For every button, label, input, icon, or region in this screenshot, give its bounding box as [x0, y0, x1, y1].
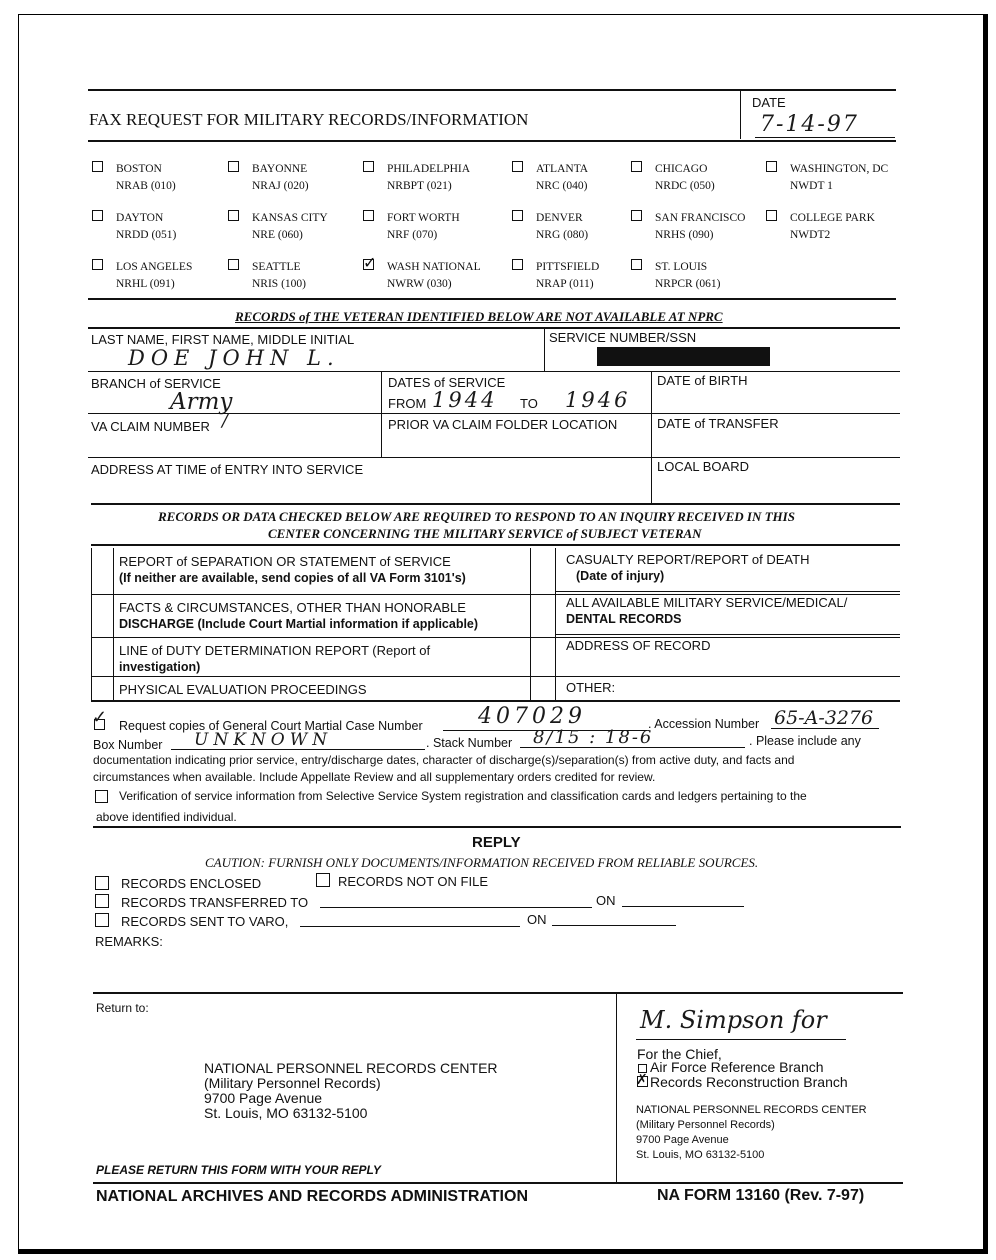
return-address-line: (Military Personnel Records)	[204, 1075, 381, 1091]
from-value: 1944	[432, 388, 498, 412]
right-address-line: (Military Personnel Records)	[636, 1119, 775, 1131]
required-right-checkbox[interactable]	[531, 548, 554, 568]
office-checkbox[interactable]	[228, 259, 239, 270]
office-label	[252, 161, 309, 195]
required-left-item	[119, 642, 430, 676]
required-heading-line1: RECORDS OR DATA CHECKED BELOW ARE REQUIRED TO RESPOND TO AN INQUIRY RECEIVED IN THIS	[158, 509, 795, 524]
va-claim-value: /	[222, 410, 229, 431]
office-code: NRDC (050)	[655, 180, 715, 192]
office-name: LOS ANGELES	[116, 261, 193, 273]
return-address	[204, 1061, 498, 1121]
for-chief-label: For the Chief,	[637, 1046, 722, 1062]
required-left-checkbox[interactable]	[92, 594, 112, 637]
required-left-checkbox[interactable]	[92, 637, 112, 676]
office-code: NWDT2	[790, 229, 831, 241]
office-label	[790, 161, 888, 195]
prior-va-label: PRIOR VA CLAIM FOLDER LOCATION	[388, 417, 618, 432]
office-label	[536, 210, 588, 244]
stack-label: . Stack Number	[426, 736, 513, 750]
office-checkbox[interactable]	[92, 210, 103, 221]
rule	[616, 992, 617, 1182]
transfer-label: DATE of TRANSFER	[657, 416, 779, 431]
office-label	[252, 259, 306, 293]
rule	[555, 634, 900, 635]
please-return-text: PLEASE RETURN THIS FORM WITH YOUR REPLY	[96, 1163, 381, 1177]
required-item-line1: ALL AVAILABLE MILITARY SERVICE/MEDICAL/	[566, 595, 848, 610]
to-value: 1946	[565, 388, 631, 412]
office-checkbox[interactable]	[363, 210, 374, 221]
office-code: NRHL (091)	[116, 278, 175, 290]
required-right-checkbox[interactable]	[531, 591, 554, 611]
office-checkbox[interactable]	[631, 259, 642, 270]
records-sent-label: RECORDS SENT TO VARO,	[121, 914, 289, 929]
accession-label: . Accession Number	[648, 717, 760, 731]
rule	[113, 548, 114, 700]
office-label	[536, 161, 588, 195]
office-name: DENVER	[536, 212, 583, 224]
name-label: LAST NAME, FIRST NAME, MIDDLE INITIAL	[91, 332, 355, 347]
office-name: WASH NATIONAL	[387, 261, 481, 273]
required-item-line1: LINE of DUTY DETERMINATION REPORT (Report of	[119, 643, 431, 658]
local-board-label: LOCAL BOARD	[657, 459, 749, 474]
office-code: NRC (040)	[536, 180, 588, 192]
required-item-line2: (Date of injury)	[576, 569, 665, 583]
transferred-on-label: ON	[596, 893, 616, 908]
va-claim-label: VA CLAIM NUMBER	[91, 419, 210, 434]
records-sent-line[interactable]	[300, 926, 520, 927]
veteran-section-heading: RECORDS of THE VETERAN IDENTIFIED BELOW ARE NOT AVAILABLE AT NPRC	[235, 309, 723, 324]
required-item-line1: FACTS & CIRCUMSTANCES, OTHER THAN HONORABLE	[119, 600, 466, 615]
verification-checkbox[interactable]	[95, 790, 108, 803]
rule	[740, 89, 741, 139]
records-reconstruction-branch-label: Records Reconstruction Branch	[650, 1074, 848, 1090]
records-not-on-file-checkbox[interactable]	[316, 873, 330, 887]
records-enclosed-label: RECORDS ENCLOSED	[121, 876, 262, 891]
transferred-to-line[interactable]	[320, 907, 592, 908]
required-left-item	[119, 599, 478, 633]
office-code: NRDD (051)	[116, 229, 177, 241]
office-label	[790, 210, 875, 244]
office-checkbox[interactable]	[228, 161, 239, 172]
office-checkbox[interactable]	[363, 161, 374, 172]
office-label	[116, 259, 192, 293]
required-item-line2: investigation)	[119, 660, 201, 674]
date-label: DATE	[752, 95, 786, 110]
branch-label: BRANCH of SERVICE	[91, 376, 221, 391]
required-left-item	[119, 553, 466, 587]
from-label: FROM	[388, 396, 427, 411]
rule	[555, 591, 900, 592]
rule	[91, 637, 900, 638]
office-checkbox[interactable]	[92, 161, 103, 172]
rule	[88, 371, 900, 372]
name-value: DOE JOHN L.	[128, 346, 340, 370]
records-sent-on-line[interactable]	[552, 925, 676, 926]
agency-footer: NATIONAL ARCHIVES AND RECORDS ADMINISTRATION	[96, 1188, 528, 1205]
office-checkbox[interactable]	[228, 210, 239, 221]
office-label	[655, 210, 745, 244]
office-code: NRIS (100)	[252, 278, 306, 290]
office-label	[116, 210, 176, 244]
office-code: NRAJ (020)	[252, 180, 309, 192]
office-code: NRE (060)	[252, 229, 303, 241]
rule	[381, 371, 382, 457]
office-checkbox[interactable]	[766, 161, 777, 172]
office-code: NRBPT (021)	[387, 180, 452, 192]
rule	[91, 544, 900, 546]
office-name: FORT WORTH	[387, 212, 460, 224]
remarks-label: REMARKS:	[95, 934, 163, 949]
rule	[88, 89, 896, 91]
rule	[88, 327, 900, 329]
please-include-text: . Please include any	[749, 734, 861, 748]
office-name: CHICAGO	[655, 163, 708, 175]
required-right-item	[566, 637, 710, 654]
return-address-line: NATIONAL PERSONNEL RECORDS CENTER	[204, 1060, 498, 1076]
office-label	[387, 161, 470, 195]
box-label: Box Number	[93, 738, 163, 752]
case-number-value: 407029	[478, 704, 586, 729]
ssn-label: SERVICE NUMBER/SSN	[549, 330, 697, 345]
office-name: DAYTON	[116, 212, 164, 224]
rule	[88, 298, 896, 300]
office-code: NRHS (090)	[655, 229, 714, 241]
required-right-checkbox[interactable]	[531, 676, 554, 696]
required-right-checkbox[interactable]	[531, 634, 554, 654]
records-sent-on-label: ON	[527, 912, 547, 927]
office-name: WASHINGTON, DC	[790, 163, 889, 175]
office-code: NWRW (030)	[387, 278, 452, 290]
required-item-line2: DISCHARGE (Include Court Martial information if applicable)	[119, 617, 479, 631]
rule	[544, 327, 545, 371]
office-check-mark: ✓	[363, 255, 377, 272]
required-right-item	[566, 551, 809, 585]
return-address-line: St. Louis, MO 63132-5100	[204, 1105, 368, 1121]
return-address-line: 9700 Page Avenue	[204, 1090, 323, 1106]
required-item-line2: (If neither are available, send copies of all VA Form 3101's)	[119, 571, 466, 585]
transferred-on-line[interactable]	[622, 906, 744, 907]
records-sent-checkbox[interactable]	[95, 913, 109, 927]
court-martial-request-text: Request copies of General Court Martial Case Number	[119, 719, 423, 733]
right-address-line: St. Louis, MO 63132-5100	[636, 1149, 765, 1161]
form-number: NA FORM 13160 (Rev. 7-97)	[657, 1187, 865, 1204]
required-item-line1: PHYSICAL EVALUATION PROCEEDINGS	[119, 682, 367, 697]
rule	[88, 457, 900, 458]
required-right-item	[566, 594, 847, 628]
required-item-line1: REPORT of SEPARATION OR STATEMENT of SERVICE	[119, 554, 451, 569]
office-code: NRAP (011)	[536, 278, 594, 290]
accession-value: 65-A-3276	[774, 707, 874, 729]
right-address-line: NATIONAL PERSONNEL RECORDS CENTER	[636, 1104, 867, 1116]
required-left-checkbox[interactable]	[92, 676, 112, 700]
return-to-label: Return to:	[96, 1001, 149, 1015]
office-name: ATLANTA	[536, 163, 589, 175]
caution-text: CAUTION: FURNISH ONLY DOCUMENTS/INFORMATION RECEIVED FROM RELIABLE SOURCES.	[205, 855, 759, 870]
rule	[93, 826, 901, 828]
air-force-branch-label: Air Force Reference Branch	[650, 1059, 824, 1075]
office-label	[116, 161, 176, 195]
signature: M. Simpson for	[640, 1006, 827, 1034]
form-title: FAX REQUEST FOR MILITARY RECORDS/INFORMATION	[89, 110, 529, 129]
right-address	[636, 1103, 867, 1163]
ssn-redaction	[597, 347, 770, 366]
rule	[555, 548, 556, 700]
office-code: NRPCR (061)	[655, 278, 721, 290]
office-label	[655, 259, 721, 293]
required-item-line1: OTHER:	[566, 680, 616, 695]
rule	[93, 992, 903, 994]
court-martial-check-mark: ✓	[92, 707, 108, 728]
office-name: SEATTLE	[252, 261, 301, 273]
branch-value: Army	[170, 389, 233, 415]
verification-line2: above identified individual.	[96, 810, 237, 824]
office-name: PHILADELPHIA	[387, 163, 471, 175]
rule	[88, 413, 900, 414]
required-right-item	[566, 679, 615, 696]
office-name: ST. LOUIS	[655, 261, 708, 273]
office-code: NWDT 1	[790, 180, 833, 192]
to-label: TO	[520, 396, 538, 411]
records-transferred-label: RECORDS TRANSFERRED TO	[121, 895, 309, 910]
documentation-line1: documentation indicating prior service, entry/discharge dates, character of discharge(s)/separation(s) from active duty, and facts and	[93, 753, 795, 767]
rule	[88, 140, 896, 142]
reply-heading: REPLY	[472, 834, 521, 851]
office-checkbox[interactable]	[92, 259, 103, 270]
rule	[651, 371, 652, 503]
required-item-line1: CASUALTY REPORT/REPORT of DEATH	[566, 552, 810, 567]
box-value: UNKNOWN	[194, 730, 333, 750]
required-item-line1: ADDRESS OF RECORD	[566, 638, 711, 653]
office-label	[536, 259, 599, 293]
required-left-checkbox[interactable]	[92, 548, 112, 594]
dates-label: DATES of SERVICE	[388, 375, 506, 390]
office-name: COLLEGE PARK	[790, 212, 875, 224]
office-name: BOSTON	[116, 163, 162, 175]
office-checkbox[interactable]	[766, 210, 777, 221]
stack-value: 8/15 : 18-6	[533, 727, 654, 748]
rule	[93, 1182, 903, 1184]
office-label	[387, 210, 460, 244]
office-checkbox[interactable]	[631, 161, 642, 172]
office-code: NRG (080)	[536, 229, 589, 241]
office-label	[655, 161, 715, 195]
office-name: KANSAS CITY	[252, 212, 328, 224]
required-left-item	[119, 681, 367, 698]
office-label	[387, 259, 481, 293]
verification-line1: Verification of service information from Selective Service System registration and classification cards and ledgers pertaining to the	[119, 789, 807, 803]
rule	[555, 676, 900, 677]
rule	[91, 700, 900, 702]
records-enclosed-checkbox[interactable]	[95, 876, 109, 890]
rule	[91, 503, 900, 505]
right-address-line: 9700 Page Avenue	[636, 1134, 729, 1146]
office-checkbox[interactable]	[512, 259, 523, 270]
office-name: PITTSFIELD	[536, 261, 600, 273]
office-code: NRAB (010)	[116, 180, 176, 192]
office-checkbox[interactable]	[631, 210, 642, 221]
documentation-line2: circumstances when available. Include Appellate Review and all supplementary orders credited for review.	[93, 770, 656, 784]
records-not-on-file-label: RECORDS NOT ON FILE	[338, 874, 489, 889]
records-transferred-checkbox[interactable]	[95, 894, 109, 908]
date-line	[755, 137, 895, 138]
office-name: BAYONNE	[252, 163, 308, 175]
dob-label: DATE of BIRTH	[657, 373, 748, 388]
office-checkbox[interactable]	[512, 161, 523, 172]
required-heading-line2: CENTER CONCERNING THE MILITARY SERVICE of SUBJECT VETERAN	[268, 526, 702, 541]
office-label	[252, 210, 328, 244]
signature-line	[636, 1039, 846, 1040]
office-name: SAN FRANCISCO	[655, 212, 746, 224]
office-checkbox[interactable]	[512, 210, 523, 221]
records-reconstruction-check-mark: ✗	[636, 1071, 648, 1087]
date-value: 7-14-97	[760, 112, 859, 137]
office-code: NRF (070)	[387, 229, 438, 241]
address-label: ADDRESS AT TIME of ENTRY INTO SERVICE	[91, 462, 364, 477]
required-item-line2: DENTAL RECORDS	[566, 612, 682, 626]
